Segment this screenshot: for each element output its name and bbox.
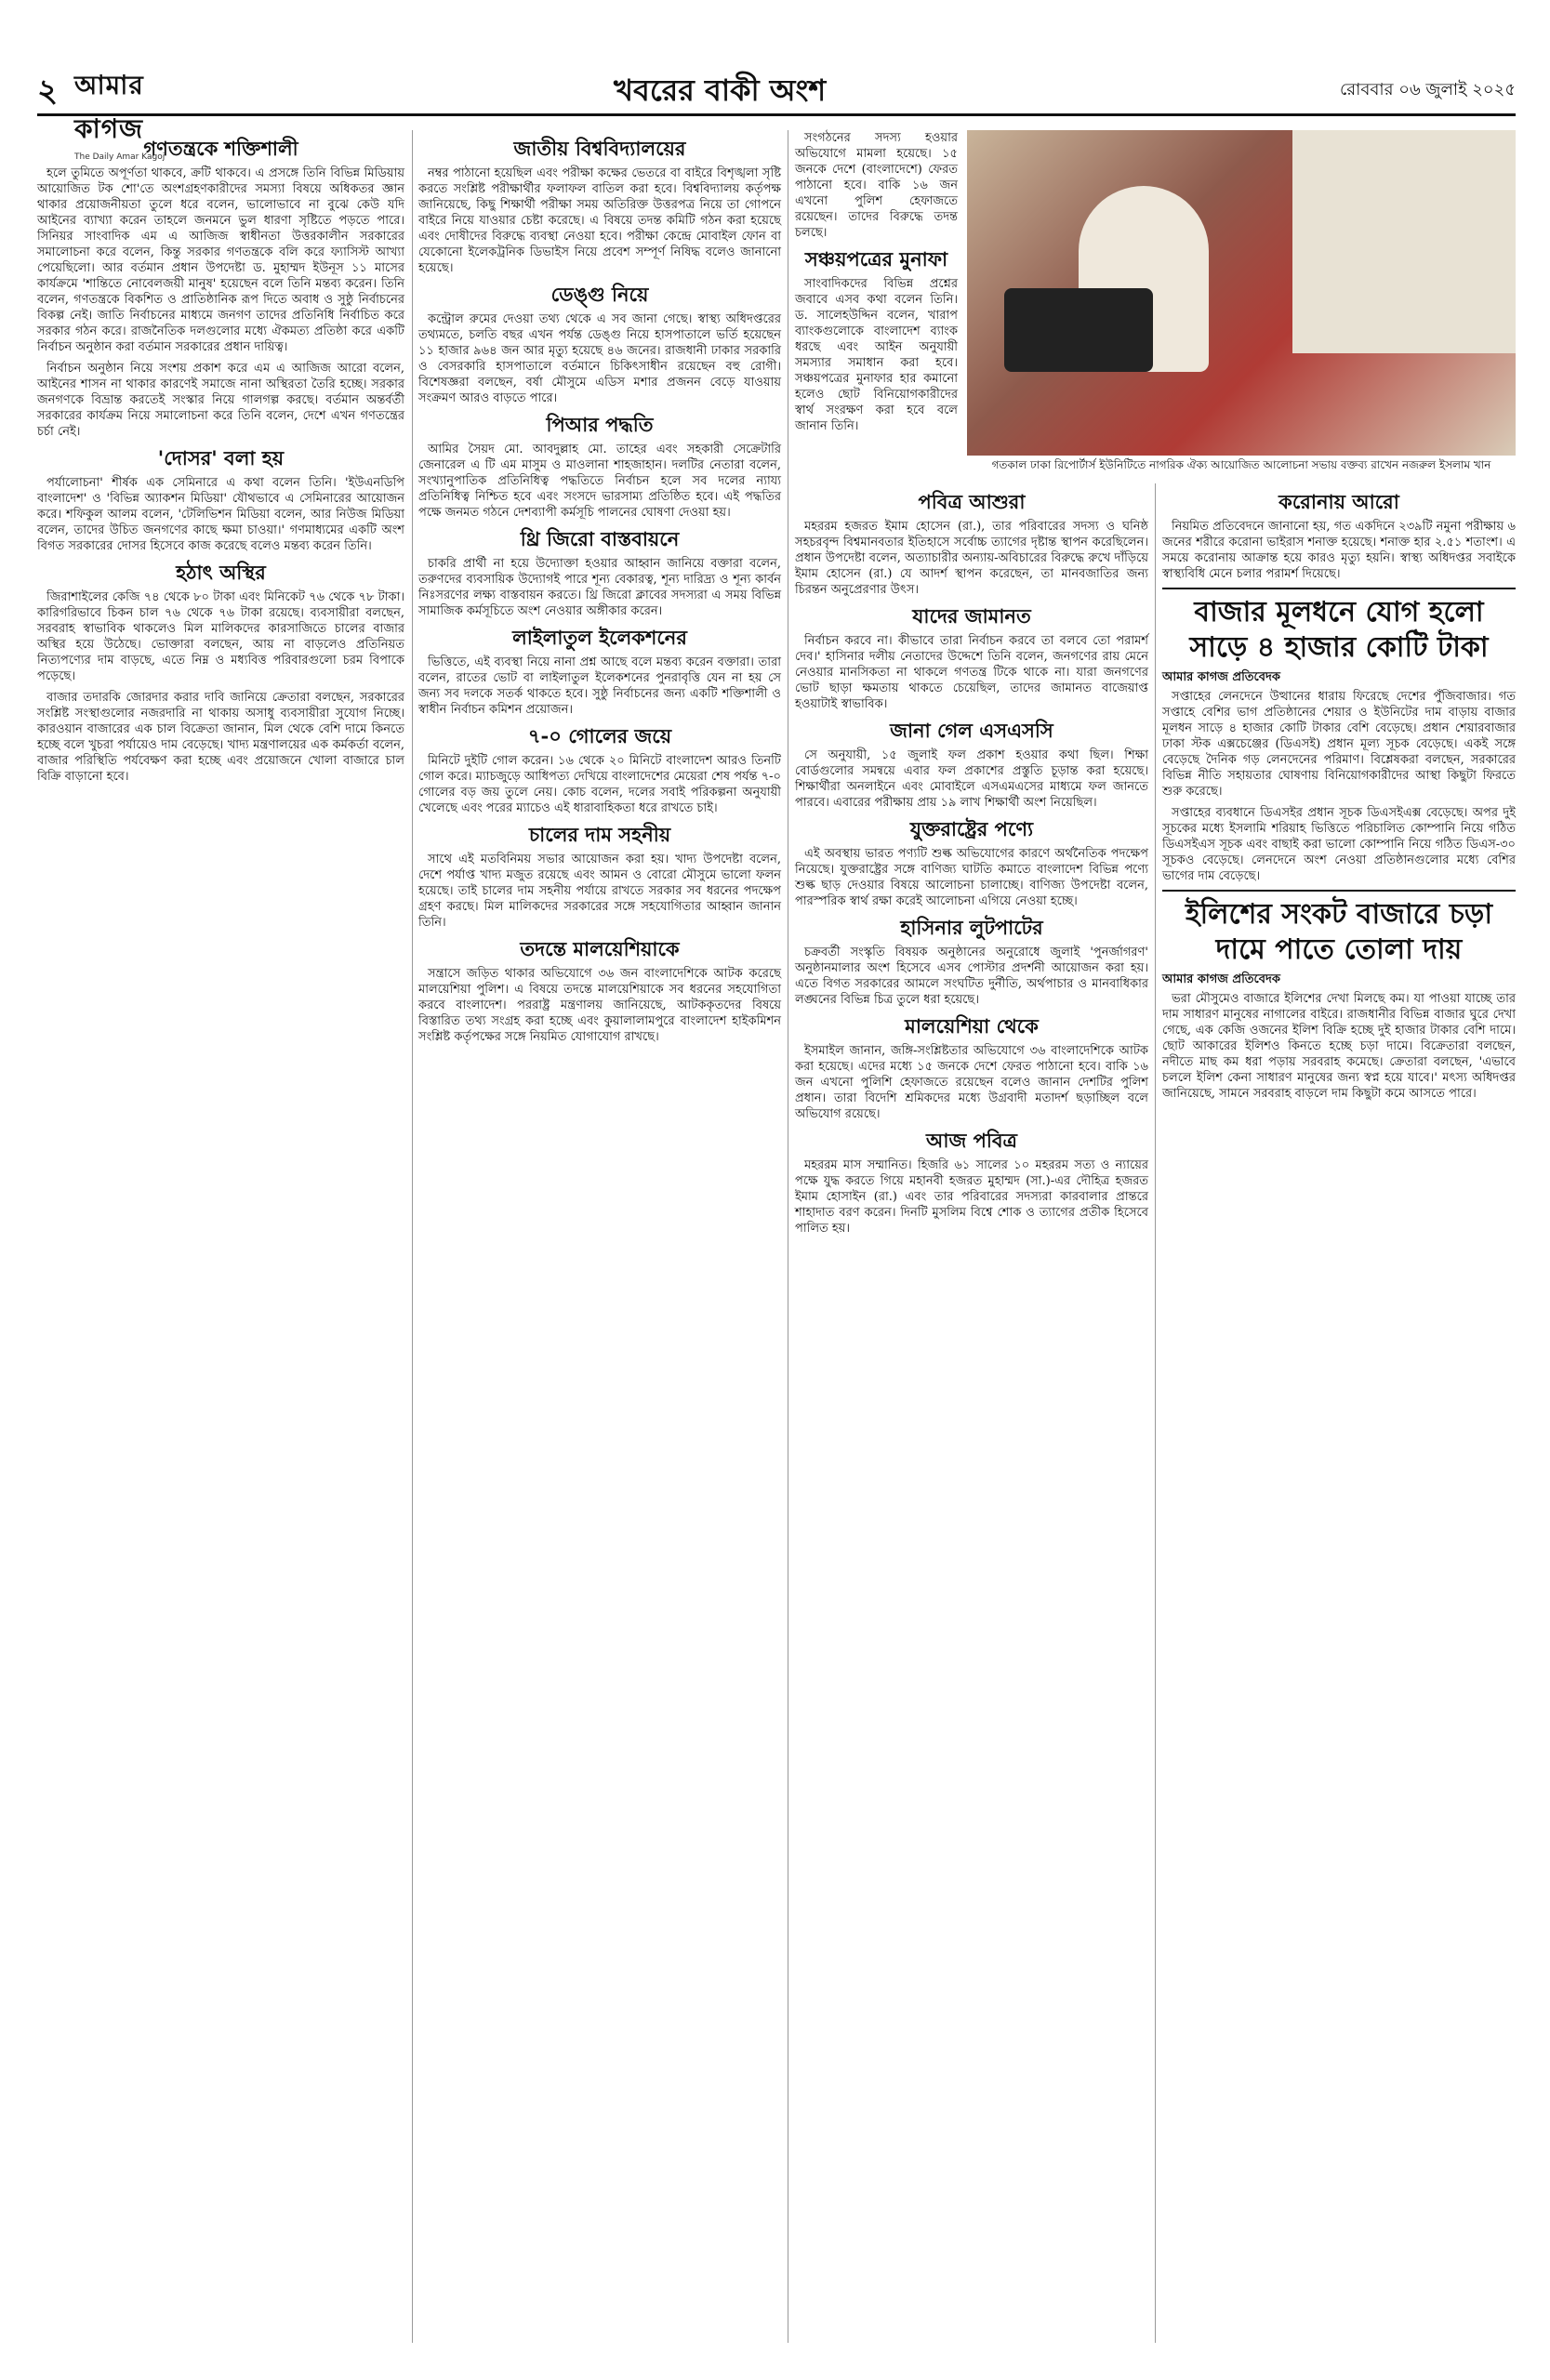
headline: আজ পবিত্র: [926, 1129, 1017, 1152]
article-body: চক্রবর্তী সংস্কৃতি বিষয়ক অনুষ্ঠানের অনুরোধে জুলাই 'পুনর্জাগরণ' অনুষ্ঠানমালার অংশ হিসেবে এসব পোস্টার প্রদর্শনী আয়োজন করা হয়। এতে বিগত সরকারের আমলে সংঘটিত দুর্নীতি, অর্থপাচার ও মানবাধিকার লঙ্ঘনের বিভিন্ন চিত্র তুলে ধরা হয়েছে।: [795, 945, 1148, 1007]
article-body: চাকরি প্রার্থী না হয়ে উদ্যোক্তা হওয়ার আহ্বান জানিয়ে বক্তারা বলেন, তরুণদের ব্যবসায়িক উদ্যোগই পারে শূন্য বেকারত্ব, শূন্য দারিদ্র্য ও শূন্য কার্বন নিঃসরণের লক্ষ্য বাস্তবায়ন করতে। থ্রি জিরো ক্লাবের সদস্যরা এ সময় বিভিন্ন সামাজিক কর্মসূচিতে অংশ নেওয়ার অঙ্গীকার করেন।: [418, 557, 781, 618]
article-body: ভিত্তিতে, এই ব্যবস্থা নিয়ে নানা প্রশ্ন আছে বলে মন্তব্য করেন বক্তারা। তারা বলেন, রাতের ভোট বা লাইলাতুল ইলেকশনের পুনরাবৃত্তি যেন না হয় সে জন্য সব দলকে সতর্ক থাকতে হবে। সুষ্ঠু নির্বাচনের জন্য একটি শক্তিশালী ও স্বাধীন নির্বাচন কমিশন প্রয়োজন।: [418, 655, 781, 717]
headline-major: ইলিশের সংকট বাজারে চড়া দামে পাতে তোলা দায়: [1162, 890, 1516, 968]
article-body: নিয়মিত প্রতিবেদনে জানানো হয়, গত একদিনে ২৩৯টি নমুনা পরীক্ষায় ৬ জনের শরীরে করোনা ভাইরাস শনাক্ত হয়েছে। শনাক্ত হার ২.৫১ শতাংশ। এ সময়ে করোনায় আক্রান্ত হয়ে কারও মৃত্যু হয়নি। স্বাস্থ্য অধিদপ্তর সবাইকে স্বাস্থ্যবিধি মেনে চলার পরামর্শ দিয়েছে।: [1162, 520, 1516, 581]
article-body: মহররম মাস সম্মানিত। হিজরি ৬১ সালের ১০ মহররম সত্য ও ন্যায়ের পক্ষে যুদ্ধ করতে গিয়ে মহানবী হজরত মুহাম্মদ (সা.)-এর দৌহিত্র হজরত ইমাম হোসাইন (রা.) এবং তার পরিবারের সদস্যরা কারবালার প্রান্তরে শাহাদাত বরণ করেন। দিনটি মুসলিম বিশ্বে শোক ও ত্যাগের প্রতীক হিসেবে পালিত হয়।: [795, 1158, 1148, 1236]
headline: যুক্তরাষ্ট্রের পণ্যে: [909, 817, 1034, 840]
article-body: সপ্তাহের লেনদেনে উত্থানের ধারায় ফিরেছে দেশের পুঁজিবাজার। গত সপ্তাহে বেশির ভাগ প্রতিষ্ঠানের শেয়ার ও ইউনিটের দাম বাড়ায় বাজার মূলধন সাড়ে ৪ হাজার কোটি টাকার বেশি বেড়েছে। প্রধান শেয়ারবাজার ঢাকা স্টক এক্সচেঞ্জের (ডিএসই) প্রধান মূল্য সূচক বেড়েছে। একই সঙ্গে বেড়েছে দৈনিক গড় লেনদেনের পরিমাণ। বিশ্লেষকরা বলছেন, সরকারের বিভিন্ন নীতি সহায়তার ঘোষণায় বিনিয়োগকারীদের আস্থা কিছুটা ফিরতে শুরু করেছে।: [1162, 690, 1516, 799]
article-body: নির্বাচন করবে না। কীভাবে তারা নির্বাচন করবে তা বলবে তো পরামর্শ দেব।' হাসিনার দলীয় নেতাদের উদ্দেশে তিনি বলেন, জনগণের রায় মেনে নেওয়ার মানসিকতা না থাকলে গণতন্ত্র টিকে থাকে না। যারা জনগণের ভোট ছাড়া ক্ষমতায় থাকতে চেয়েছিল, তাদের জামানত বাজেয়াপ্ত হওয়াটাই স্বাভাবিক।: [795, 634, 1148, 711]
photo-microphones: [1004, 288, 1153, 372]
headline: মালয়েশিয়া থেকে: [905, 1014, 1039, 1038]
photo-backdrop-banner: [1292, 130, 1516, 353]
column-divider: [1155, 483, 1156, 2343]
headline-major: বাজার মূলধনে যোগ হলো সাড়ে ৪ হাজার কোটি টাকা: [1162, 588, 1516, 666]
headline: হাসিনার লুটপাটের: [900, 916, 1043, 939]
section-title: খবরের বাকী অংশ: [614, 73, 827, 108]
headline: জানা গেল এসএসসি: [890, 719, 1053, 742]
article-body: ইসমাইল জানান, জঙ্গি-সংশ্লিষ্টতার অভিযোগে ৩৬ বাংলাদেশিকে আটক করা হয়েছে। এদের মধ্যে ১৫ জনকে দেশে ফেরত পাঠানো হবে। বাকি ১৬ জন এখনো পুলিশি হেফাজতে রয়েছেন বলেও জানান দেশটির পুলিশ প্রধান। তারা বিদেশি শ্রমিকদের মধ্যে উগ্রবাদী মতাদর্শ ছড়াচ্ছিল বলে অভিযোগ রয়েছে।: [795, 1044, 1148, 1121]
article-body: আমির সৈয়দ মো. আবদুল্লাহ মো. তাহের এবং সহকারী সেক্রেটারি জেনারেল এ টি এম মাসুম ও মাওলানা শাহজাহান। দলটির নেতারা বলেন, সংখ্যানুপাতিক প্রতিনিধিত্ব পদ্ধতিতে নির্বাচন হলে সব দলের ন্যায্য প্রতিনিধিত্ব নিশ্চিত হবে এবং সংসদে ভারসাম্য প্রতিষ্ঠিত হবে। এই পদ্ধতির পক্ষে জনমত গঠনে দেশব্যাপী কর্মসূচি পালনের ঘোষণা দেওয়া হয়।: [418, 443, 781, 520]
headline: থ্রি জিরো বাস্তবায়নে: [520, 527, 680, 550]
headline: ডেঙ্গু নিয়ে: [550, 283, 649, 306]
page-number: ২: [37, 73, 59, 110]
byline: আমার কাগজ প্রতিবেদক: [1162, 972, 1280, 986]
article-body: সন্ত্রাসে জড়িত থাকার অভিযোগে ৩৬ জন বাংলাদেশিকে আটক করেছে মালয়েশিয়া পুলিশ। এ বিষয়ে তদন্তে মালয়েশিয়াকে সব ধরনের সহযোগিতা করবে বাংলাদেশ। পররাষ্ট্র মন্ত্রণালয় জানিয়েছে, আটককৃতদের বিষয়ে বিস্তারিত তথ্য সংগ্রহ করা হচ্ছে এবং কুয়ালালামপুরে বাংলাদেশ হাইকমিশন সংশ্লিষ্ট কর্তৃপক্ষের সঙ্গে নিয়মিত যোগাযোগ রাখছে।: [418, 967, 781, 1044]
headline: 'দোসর' বলা হয়: [157, 446, 285, 469]
column-divider: [412, 130, 413, 2343]
headline: সঞ্চয়পত্রের মুনাফা: [804, 247, 948, 271]
issue-date: রোববার ০৬ জুলাই ২০২৫: [1339, 80, 1516, 99]
headline: তদন্তে মালয়েশিয়াকে: [520, 937, 680, 960]
column-3: [795, 130, 958, 440]
article-body: হলে তুমিতে অপূর্ণতা থাকবে, ক্রটি থাকবে। এ প্রসঙ্গে তিনি বিভিন্ন মিডিয়ায় আয়োজিত টক শো'তে অংশগ্রহণকারীদের সমস্যা বিষয়ে অধিকতর জ্ঞান থাকার প্রয়োজনীয়তা তুলে ধরে বলেন, ভালোভাবে না বুঝে কেউ যদি আইনের ব্যাখ্যা করেন তাহলে জনমনে ভুল ধারণা সৃষ্টিতে পড়তে পারে। সিনিয়র সাংবাদিক এম এ আজিজ স্বাধীনতা উত্তরকালীন সরকারের সমালোচনা করে বলেন, কিন্তু সরকার গণতন্ত্রকে বলি করে ফ্যাসিস্ট আখ্যা পেয়েছিলো। আর বর্তমান প্রধান উপদেষ্টা ড. মুহাম্মদ ইউনূস ১১ মাসের কার্যক্রমে 'শান্তিতে নোবেলজয়ী মানুষ' হয়েছেন বলে তিনি মন্তব্য করেন। তিনি বলেন, গণতন্ত্রকে বিকশিত ও প্রাতিষ্ঠানিক রূপ দিতে অবাধ ও সুষ্ঠু নির্বাচনের বিকল্প নেই। জাতি নির্বাচনের মাধ্যমে জনগণ তাদের প্রতিনিধি নির্বাচিত করে সরকার গঠন করে। রাজনৈতিক দলগুলোর মধ্যে ঐকমত্য প্রতিষ্ঠা করে একটি নির্বাচন অনুষ্ঠান করা বর্তমান সরকারের প্রধান দায়িত্ব।: [37, 166, 404, 354]
article-body: সপ্তাহের ব্যবধানে ডিএসইর প্রধান সূচক ডিএসইএক্স বেড়েছে। অপর দুই সূচকের মধ্যে ইসলামি শরিয়াহ ভিত্তিতে পরিচালিত কোম্পানি নিয়ে গঠিত ডিএসইএস সূচক এবং বাছাই করা ভালো কোম্পানি নিয়ে গঠিত ডিএস-৩০ সূচকও বেড়েছে। লেনদেনে অংশ নেওয়া প্রতিষ্ঠানগুলোর মধ্যে বেশির ভাগের দাম বেড়েছে।: [1162, 806, 1516, 883]
article-body: নম্বর পাঠানো হয়েছিল এবং পরীক্ষা কক্ষের ভেতরে বা বাইরে বিশৃঙ্খলা সৃষ্টি করতে সংশ্লিষ্ট পরীক্ষার্থীর ফলাফল বাতিল করা হবে। বিশ্ববিদ্যালয় কর্তৃপক্ষ জানিয়েছে, কিছু শিক্ষার্থী পরীক্ষা সময় অতিরিক্ত উত্তরপত্র নিয়ে তা গোপনে বাইরে নিয়ে যাওয়ার চেষ্টা করেছে। এ বিষয়ে তদন্ত কমিটি গঠন করা হয়েছে এবং দোষীদের বিরুদ্ধে ব্যবস্থা নেওয়া হবে। পরীক্ষা কেন্দ্রে মোবাইল ফোন বা যেকোনো ইলেকট্রনিক ডিভাইস নিয়ে প্রবেশ সম্পূর্ণ নিষিদ্ধ বলেও জানানো হয়েছে।: [418, 166, 781, 275]
article-body: সংগঠনের সদস্য হওয়ার অভিযোগে মামলা হয়েছে। ১৫ জনকে দেশে (বাংলাদেশে) ফেরত পাঠানো হবে। বাকি ১৬ জন এখনো পুলিশ হেফাজতে রয়েছেন। তাদের বিরুদ্ধে তদন্ত চলছে।: [795, 131, 958, 240]
article-body: সে অনুযায়ী, ১৫ জুলাই ফল প্রকাশ হওয়ার কথা ছিল। শিক্ষা বোর্ডগুলোর সমন্বয়ে এবার ফল প্রকাশের প্রস্তুতি চূড়ান্ত করা হয়েছে। শিক্ষার্থীরা অনলাইনে এবং মোবাইলে এসএমএসের মাধ্যমে ফল জানতে পারবে। এবারের পরীক্ষায় প্রায় ১৯ লাখ শিক্ষার্থী অংশ নিয়েছিল।: [795, 748, 1148, 810]
newspaper-logo: [74, 65, 214, 162]
headline: পিআর পদ্ধতি: [546, 413, 654, 436]
column-3-lower: [795, 483, 1148, 1242]
article-body: ভরা মৌসুমেও বাজারে ইলিশের দেখা মিলছে কম। যা পাওয়া যাচ্ছে তার দাম সাধারণ মানুষের নাগালের বাইরে। রাজধানীর বিভিন্ন বাজার ঘুরে দেখা গেছে, এক কেজি ওজনের ইলিশ বিক্রি হচ্ছে দুই হাজার টাকার বেশি দামে। ছোট আকারের ইলিশও কিনতে হচ্ছে চড়া দামে। বিক্রেতারা বলছেন, নদীতে মাছ কম ধরা পড়ায় সরবরাহ কমেছে। ক্রেতারা বলছেন, 'এভাবে চললে ইলিশ কেনা সাধারণ মানুষের জন্য স্বপ্ন হয়ে যাবে।' মৎস্য অধিদপ্তর জানিয়েছে, সামনে সরবরাহ বাড়লে দাম কিছুটা কমে আসতে পারে।: [1162, 992, 1516, 1101]
headline: জাতীয় বিশ্ববিদ্যালয়ের: [513, 137, 686, 160]
article-body: এই অবস্থায় ভারত পণ্যটি শুল্ক অভিযোগের কারণে অর্থনৈতিক পদক্ষেপ নিয়েছে। যুক্তরাষ্ট্রের সঙ্গে বাণিজ্য ঘাটতি কমাতে বাংলাদেশ বিভিন্ন পণ্যে শুল্ক ছাড় দেওয়ার বিষয়ে আলোচনা চালাচ্ছে। বাণিজ্য উপদেষ্টা বলেন, পারস্পরিক স্বার্থ রক্ষা করেই আলোচনা এগিয়ে নেওয়া হচ্ছে।: [795, 847, 1148, 908]
byline: আমার কাগজ প্রতিবেদক: [1162, 670, 1280, 684]
article-body: নির্বাচন অনুষ্ঠান নিয়ে সংশয় প্রকাশ করে এম এ আজিজ আরো বলেন, আইনের শাসন না থাকার কারণেই সমাজে নানা অস্থিরতা তৈরি হচ্ছে। সরকার জনগণকে বিভ্রান্ত করতেই সংস্কার নিয়ে গালগল্প করছে। বর্তমান অন্তর্বর্তী সরকারের কার্যক্রম নিয়ে সমালোচনা করে তিনি বলেন, দেশে এখন গণতন্ত্রের চর্চা নেই।: [37, 362, 404, 439]
headline: ৭-০ গোলের জয়ে: [527, 724, 672, 747]
photo-caption: গতকাল ঢাকা রিপোর্টার্স ইউনিটিতে নাগরিক ঐক্য আয়োজিত আলোচনা সভায় বক্তব্য রাখেন নজরুল ইসলাম খান: [991, 458, 1491, 471]
article-body: সাংবাদিকদের বিভিন্ন প্রশ্নের জবাবে এসব কথা বলেন তিনি। ড. সালেহউদ্দিন বলেন, খারাপ ব্যাংকগুলোকে বাংলাদেশ ব্যাংক ধরছে এবং আইন অনুযায়ী সমস্যার সমাধান করা হবে। সঞ্চয়পত্রের মুনাফার হার কমানো হলেও ছোট বিনিয়োগকারীদের স্বার্থ সংরক্ষণ করা হবে বলে জানান তিনি।: [795, 277, 958, 433]
brand-name: আমার কাগজ: [74, 70, 144, 144]
news-photo: [967, 130, 1516, 456]
column-1: [37, 130, 404, 790]
article-body: মহররম হজরত ইমাম হোসেন (রা.), তার পরিবারের সদস্য ও ঘনিষ্ঠ সহচরবৃন্দ বিশ্বমানবতার ইতিহাসে সর্বোচ্চ ত্যাগের দৃষ্টান্ত স্থাপন করেছিলেন। প্রধান উপদেষ্টা বলেন, অত্যাচারীর অন্যায়-অবিচারের বিরুদ্ধে রুখে দাঁড়িয়ে ইমাম হোসেন (রা.) যে আদর্শ স্থাপন করেছেন, তা মানবজাতির জন্য চিরন্তন অনুপ্রেরণার উৎস।: [795, 520, 1148, 597]
article-body: সাথে এই মতবিনিময় সভার আয়োজন করা হয়। খাদ্য উপদেষ্টা বলেন, দেশে পর্যাপ্ত খাদ্য মজুত রয়েছে এবং আমন ও বোরো মৌসুমে ভালো ফলন হয়েছে। তাই চালের দাম সহনীয় পর্যায়ে রাখতে সরকার সব ধরনের পদক্ষেপ গ্রহণ করছে। মিল মালিকদের সরকারের সঙ্গে সহযোগিতার আহ্বান জানান তিনি।: [418, 853, 781, 930]
headline: চালের দাম সহনীয়: [528, 823, 671, 846]
column-4: [1162, 483, 1516, 1107]
headline: হঠাৎ অস্থির: [176, 561, 266, 584]
article-body: বাজার তদারকি জোরদার করার দাবি জানিয়ে ক্রেতারা বলছেন, সরকারের সংশ্লিষ্ট সংস্থাগুলোর নজরদারি না থাকায় অসাধু ব্যবসায়ীরা সুযোগ নিচ্ছে। কারওয়ান বাজারের এক চাল বিক্রেতা জানান, মিল থেকে বেশি দামে কিনতে হচ্ছে বলে খুচরা পর্যায়েও দাম বেড়েছে। খাদ্য মন্ত্রণালয়ের এক কর্মকর্তা বলেন, বাজার পরিস্থিতি পর্যবেক্ষণ করা হচ্ছে এবং প্রয়োজনে খোলা বাজারে চাল বিক্রি বাড়ানো হবে।: [37, 691, 404, 784]
article-body: কন্ট্রোল রুমের দেওয়া তথ্য থেকে এ সব জানা গেছে। স্বাস্থ্য অধিদপ্তরের তথ্যমতে, চলতি বছর এখন পর্যন্ত ডেঙ্গু নিয়ে হাসপাতালে ভর্তি হয়েছেন ১১ হাজার ৯৬৪ জন আর মৃত্যু হয়েছে ৪৬ জনের। রাজধানী ঢাকার সরকারি ও বেসরকারি হাসপাতালে বর্তমানে চিকিৎসাধীন রয়েছেন বহু রোগী। বিশেষজ্ঞরা বলছেন, বর্ষা মৌসুমে এডিস মশার প্রজনন বেড়ে যাওয়ায় সংক্রমণ আরও বাড়তে পারে।: [418, 312, 781, 405]
article-body: জিরাশাইলের কেজি ৭৪ থেকে ৮০ টাকা এবং মিনিকেট ৭৬ থেকে ৭৮ টাকা। কারিগরিভাবে চিকন চাল ৭৬ থেকে ৭৬ টাকা রয়েছে। ব্যবসায়ীরা বলছেন, সরবরাহ স্বাভাবিক থাকলেও মিল মালিকদের কারসাজিতে চালের বাজার অস্থির হয়ে উঠেছে। ভোক্তারা বলছেন, আয় না বাড়লেও প্রতিনিয়ত নিত্যপণ্যের দাম বাড়ছে, এতে নিম্ন ও মধ্যবিত্ত পরিবারগুলো চরম বিপাকে পড়েছে।: [37, 590, 404, 683]
headline: করোনায় আরো: [1278, 490, 1399, 513]
article-body: পর্যালোচনা' শীর্ষক এক সেমিনারে এ কথা বলেন তিনি। 'ইউএনডিপি বাংলাদেশ' ও 'বিভিন্ন অ্যাকশন মিডিয়া' যৌথভাবে এ সেমিনারের আয়োজন করে। শফিকুল আলম বলেন, 'টেলিভিশন মিডিয়া বলেন, আর নিউজ মিডিয়া বলেন, তাদের উচিত জনগণের কাছে ক্ষমা চাওয়া।' গণমাধ্যমের একটি অংশ বিগত সরকারের দোসর হিসেবে কাজ করেছে বলেও মন্তব্য করেন তিনি।: [37, 476, 404, 553]
column-2: [418, 130, 781, 1051]
headline: লাইলাতুল ইলেকশনের: [512, 626, 687, 649]
headline: গণতন্ত্রকে শক্তিশালী: [143, 137, 298, 160]
headline: পবিত্র আশুরা: [918, 490, 1026, 513]
headline: যাদের জামানত: [912, 604, 1031, 628]
article-body: মিনিটে দুইটি গোল করেন। ১৬ থেকে ২০ মিনিটে বাংলাদেশ আরও তিনটি গোল করে। ম্যাচজুড়ে আধিপত্য দেখিয়ে বাংলাদেশের মেয়েরা শেষ পর্যন্ত ৭-০ গোলের বড় জয় তুলে নেয়। কোচ বলেন, দলের সবাই পরিকল্পনা অনুযায়ী খেলেছে এবং পরের ম্যাচেও এই ধারাবাহিকতা ধরে রাখতে চাই।: [418, 754, 781, 815]
brand-tagline: The Daily Amar Kagoj: [74, 152, 166, 162]
